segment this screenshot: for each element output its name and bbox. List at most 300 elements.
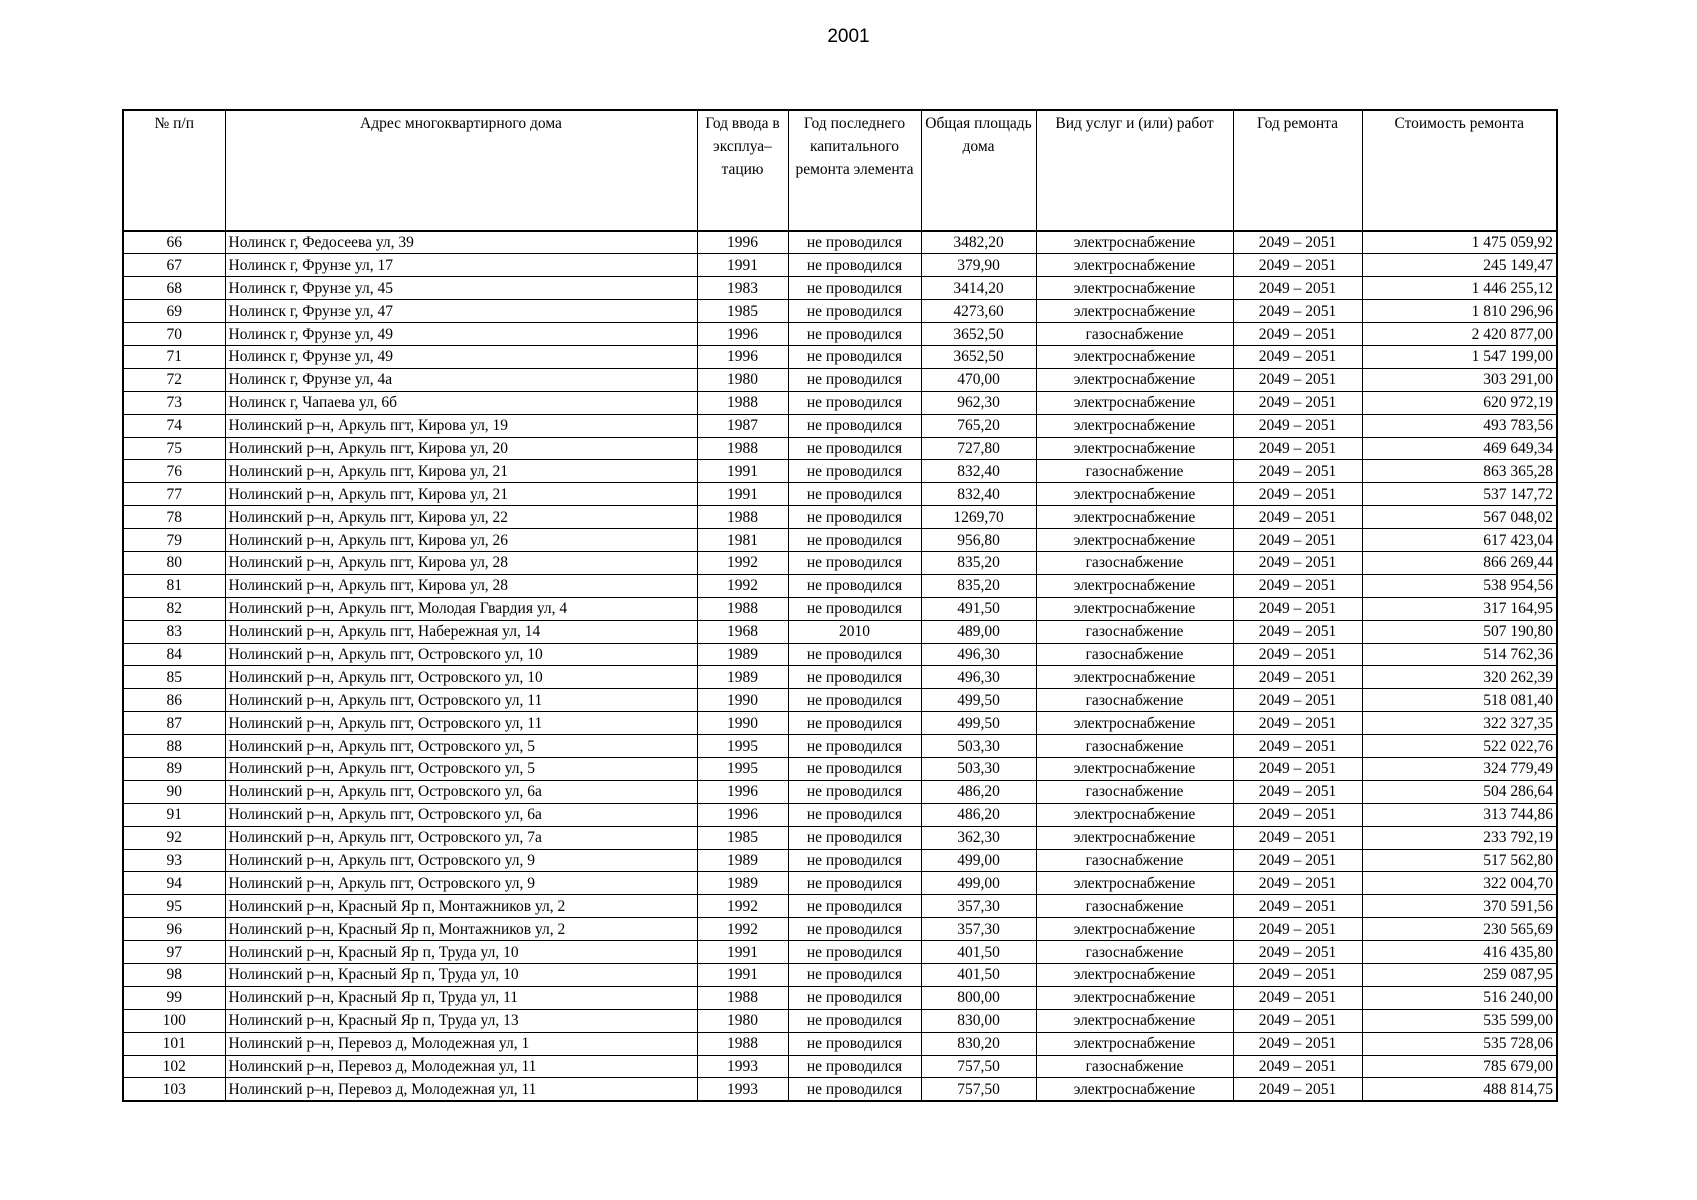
cell-service-type: электроснабжение [1036, 918, 1233, 941]
cell-total-area: 835,20 [921, 574, 1036, 597]
cell-total-area: 3652,50 [921, 345, 1036, 368]
cell-address: Нолинский р–н, Перевоз д, Молодежная ул, 11 [225, 1078, 697, 1101]
table-row [123, 895, 1557, 918]
cell-repair-cost: 313 744,86 [1362, 803, 1557, 826]
cell-repair-cost: 518 081,40 [1362, 689, 1557, 712]
cell-total-area: 835,20 [921, 551, 1036, 574]
cell-last-repair-year: не проводился [788, 803, 921, 826]
cell-commission-year: 1981 [697, 529, 788, 552]
cell-repair-year: 2049 – 2051 [1233, 231, 1362, 254]
cell-service-type: электроснабжение [1036, 391, 1233, 414]
cell-commission-year: 1991 [697, 483, 788, 506]
cell-total-area: 470,00 [921, 368, 1036, 391]
cell-row-number: 85 [123, 666, 225, 689]
cell-total-area: 757,50 [921, 1078, 1036, 1101]
cell-total-area: 499,00 [921, 872, 1036, 895]
cell-repair-cost: 488 814,75 [1362, 1078, 1557, 1101]
table-row [123, 551, 1557, 574]
table-row [123, 300, 1557, 323]
cell-commission-year: 1988 [697, 1032, 788, 1055]
cell-total-area: 765,20 [921, 414, 1036, 437]
cell-address: Нолинский р–н, Красный Яр п, Труда ул, 11 [225, 986, 697, 1009]
cell-last-repair-year: не проводился [788, 597, 921, 620]
cell-repair-year: 2049 – 2051 [1233, 574, 1362, 597]
cell-address: Нолинский р–н, Аркуль пгт, Островского ул, 9 [225, 872, 697, 895]
cell-address: Нолинский р–н, Аркуль пгт, Островского ул, 5 [225, 735, 697, 758]
cell-address: Нолинский р–н, Перевоз д, Молодежная ул, 11 [225, 1055, 697, 1078]
cell-row-number: 84 [123, 643, 225, 666]
column-header-row-number: № п/п [123, 110, 225, 231]
cell-last-repair-year: не проводился [788, 323, 921, 346]
cell-service-type: электроснабжение [1036, 574, 1233, 597]
cell-repair-year: 2049 – 2051 [1233, 506, 1362, 529]
cell-commission-year: 1985 [697, 300, 788, 323]
table-row [123, 735, 1557, 758]
cell-commission-year: 1989 [697, 872, 788, 895]
cell-service-type: электроснабжение [1036, 368, 1233, 391]
cell-commission-year: 1996 [697, 323, 788, 346]
cell-commission-year: 1985 [697, 826, 788, 849]
cell-total-area: 727,80 [921, 437, 1036, 460]
cell-address: Нолинский р–н, Красный Яр п, Труда ул, 10 [225, 941, 697, 964]
cell-row-number: 72 [123, 368, 225, 391]
cell-commission-year: 1991 [697, 460, 788, 483]
cell-commission-year: 1993 [697, 1055, 788, 1078]
cell-commission-year: 1992 [697, 918, 788, 941]
cell-repair-year: 2049 – 2051 [1233, 1078, 1362, 1101]
table-row [123, 666, 1557, 689]
cell-service-type: газоснабжение [1036, 1055, 1233, 1078]
table-row [123, 941, 1557, 964]
cell-row-number: 90 [123, 780, 225, 803]
cell-address: Нолинский р–н, Аркуль пгт, Кирова ул, 21 [225, 460, 697, 483]
cell-total-area: 362,30 [921, 826, 1036, 849]
cell-address: Нолинский р–н, Аркуль пгт, Островского ул, 11 [225, 689, 697, 712]
cell-repair-year: 2049 – 2051 [1233, 964, 1362, 987]
cell-repair-year: 2049 – 2051 [1233, 780, 1362, 803]
cell-total-area: 499,50 [921, 689, 1036, 712]
cell-service-type: газоснабжение [1036, 849, 1233, 872]
cell-repair-cost: 317 164,95 [1362, 597, 1557, 620]
cell-service-type: электроснабжение [1036, 986, 1233, 1009]
cell-commission-year: 1991 [697, 964, 788, 987]
cell-total-area: 832,40 [921, 483, 1036, 506]
cell-commission-year: 1991 [697, 254, 788, 277]
cell-address: Нолинский р–н, Аркуль пгт, Островского ул, 10 [225, 666, 697, 689]
cell-service-type: электроснабжение [1036, 597, 1233, 620]
cell-repair-cost: 324 779,49 [1362, 757, 1557, 780]
table-row [123, 757, 1557, 780]
cell-last-repair-year: не проводился [788, 1078, 921, 1101]
cell-last-repair-year: не проводился [788, 254, 921, 277]
cell-last-repair-year: не проводился [788, 826, 921, 849]
cell-repair-year: 2049 – 2051 [1233, 1032, 1362, 1055]
cell-commission-year: 1995 [697, 735, 788, 758]
cell-row-number: 95 [123, 895, 225, 918]
cell-service-type: электроснабжение [1036, 529, 1233, 552]
cell-repair-cost: 1 446 255,12 [1362, 277, 1557, 300]
cell-last-repair-year: не проводился [788, 1009, 921, 1032]
cell-address: Нолинский р–н, Аркуль пгт, Островского ул, 7а [225, 826, 697, 849]
column-header-last-repair-year: Год последнего капитального ремонта элемента [788, 110, 921, 231]
cell-row-number: 66 [123, 231, 225, 254]
table-row [123, 1032, 1557, 1055]
cell-repair-year: 2049 – 2051 [1233, 414, 1362, 437]
cell-service-type: газоснабжение [1036, 735, 1233, 758]
cell-last-repair-year: не проводился [788, 231, 921, 254]
cell-repair-year: 2049 – 2051 [1233, 643, 1362, 666]
cell-total-area: 832,40 [921, 460, 1036, 483]
cell-service-type: газоснабжение [1036, 941, 1233, 964]
cell-commission-year: 1992 [697, 551, 788, 574]
cell-commission-year: 1989 [697, 643, 788, 666]
cell-repair-cost: 230 565,69 [1362, 918, 1557, 941]
cell-total-area: 357,30 [921, 918, 1036, 941]
table-row [123, 323, 1557, 346]
cell-row-number: 82 [123, 597, 225, 620]
table-row [123, 277, 1557, 300]
cell-repair-cost: 1 810 296,96 [1362, 300, 1557, 323]
cell-last-repair-year: не проводился [788, 757, 921, 780]
cell-service-type: электроснабжение [1036, 414, 1233, 437]
cell-last-repair-year: 2010 [788, 620, 921, 643]
cell-last-repair-year: не проводился [788, 643, 921, 666]
cell-repair-cost: 537 147,72 [1362, 483, 1557, 506]
table-row [123, 643, 1557, 666]
table-row [123, 597, 1557, 620]
cell-commission-year: 1996 [697, 345, 788, 368]
cell-repair-year: 2049 – 2051 [1233, 895, 1362, 918]
cell-last-repair-year: не проводился [788, 551, 921, 574]
cell-repair-year: 2049 – 2051 [1233, 529, 1362, 552]
cell-row-number: 81 [123, 574, 225, 597]
cell-address: Нолинск г, Фрунзе ул, 49 [225, 323, 697, 346]
cell-service-type: электроснабжение [1036, 1032, 1233, 1055]
cell-address: Нолинский р–н, Аркуль пгт, Островского ул, 11 [225, 712, 697, 735]
cell-repair-cost: 522 022,76 [1362, 735, 1557, 758]
cell-address: Нолинск г, Фрунзе ул, 45 [225, 277, 697, 300]
cell-total-area: 379,90 [921, 254, 1036, 277]
cell-commission-year: 1987 [697, 414, 788, 437]
cell-service-type: газоснабжение [1036, 460, 1233, 483]
cell-address: Нолинский р–н, Красный Яр п, Монтажников ул, 2 [225, 918, 697, 941]
cell-address: Нолинский р–н, Аркуль пгт, Островского ул, 10 [225, 643, 697, 666]
cell-total-area: 3652,50 [921, 323, 1036, 346]
cell-repair-cost: 322 004,70 [1362, 872, 1557, 895]
column-header-address: Адрес многоквартирного дома [225, 110, 697, 231]
cell-repair-cost: 504 286,64 [1362, 780, 1557, 803]
cell-repair-cost: 416 435,80 [1362, 941, 1557, 964]
cell-repair-year: 2049 – 2051 [1233, 391, 1362, 414]
cell-total-area: 503,30 [921, 757, 1036, 780]
cell-total-area: 486,20 [921, 780, 1036, 803]
cell-total-area: 499,50 [921, 712, 1036, 735]
cell-service-type: электроснабжение [1036, 506, 1233, 529]
cell-last-repair-year: не проводился [788, 391, 921, 414]
cell-last-repair-year: не проводился [788, 437, 921, 460]
table-row [123, 1078, 1557, 1101]
cell-address: Нолинский р–н, Аркуль пгт, Кирова ул, 19 [225, 414, 697, 437]
cell-service-type: газоснабжение [1036, 895, 1233, 918]
cell-commission-year: 1988 [697, 986, 788, 1009]
cell-total-area: 486,20 [921, 803, 1036, 826]
cell-service-type: газоснабжение [1036, 643, 1233, 666]
cell-row-number: 80 [123, 551, 225, 574]
table-row [123, 437, 1557, 460]
cell-repair-year: 2049 – 2051 [1233, 712, 1362, 735]
cell-address: Нолинский р–н, Аркуль пгт, Кирова ул, 26 [225, 529, 697, 552]
cell-commission-year: 1989 [697, 849, 788, 872]
cell-repair-year: 2049 – 2051 [1233, 986, 1362, 1009]
cell-service-type: электроснабжение [1036, 254, 1233, 277]
cell-repair-cost: 785 679,00 [1362, 1055, 1557, 1078]
table-row [123, 689, 1557, 712]
cell-repair-cost: 507 190,80 [1362, 620, 1557, 643]
cell-address: Нолинск г, Фрунзе ул, 17 [225, 254, 697, 277]
column-header-total-area: Общая площадь дома [921, 110, 1036, 231]
cell-last-repair-year: не проводился [788, 460, 921, 483]
cell-last-repair-year: не проводился [788, 666, 921, 689]
cell-address: Нолинск г, Фрунзе ул, 49 [225, 345, 697, 368]
cell-repair-cost: 320 262,39 [1362, 666, 1557, 689]
table-body [123, 231, 1557, 1101]
table-row [123, 826, 1557, 849]
table-row [123, 872, 1557, 895]
cell-row-number: 97 [123, 941, 225, 964]
cell-total-area: 4273,60 [921, 300, 1036, 323]
cell-total-area: 1269,70 [921, 506, 1036, 529]
cell-repair-year: 2049 – 2051 [1233, 1009, 1362, 1032]
cell-last-repair-year: не проводился [788, 780, 921, 803]
cell-total-area: 499,00 [921, 849, 1036, 872]
cell-commission-year: 1996 [697, 803, 788, 826]
cell-commission-year: 1988 [697, 506, 788, 529]
cell-row-number: 73 [123, 391, 225, 414]
cell-row-number: 75 [123, 437, 225, 460]
cell-repair-year: 2049 – 2051 [1233, 277, 1362, 300]
cell-repair-year: 2049 – 2051 [1233, 689, 1362, 712]
table-row [123, 391, 1557, 414]
cell-service-type: электроснабжение [1036, 437, 1233, 460]
cell-commission-year: 1988 [697, 437, 788, 460]
cell-total-area: 830,20 [921, 1032, 1036, 1055]
cell-service-type: электроснабжение [1036, 666, 1233, 689]
cell-repair-cost: 517 562,80 [1362, 849, 1557, 872]
cell-total-area: 3482,20 [921, 231, 1036, 254]
cell-repair-year: 2049 – 2051 [1233, 826, 1362, 849]
cell-address: Нолинский р–н, Красный Яр п, Монтажников ул, 2 [225, 895, 697, 918]
cell-row-number: 77 [123, 483, 225, 506]
cell-row-number: 86 [123, 689, 225, 712]
cell-row-number: 92 [123, 826, 225, 849]
cell-repair-cost: 617 423,04 [1362, 529, 1557, 552]
cell-repair-year: 2049 – 2051 [1233, 368, 1362, 391]
cell-address: Нолинский р–н, Аркуль пгт, Кирова ул, 22 [225, 506, 697, 529]
cell-row-number: 74 [123, 414, 225, 437]
cell-commission-year: 1989 [697, 666, 788, 689]
table-row [123, 780, 1557, 803]
cell-last-repair-year: не проводился [788, 849, 921, 872]
cell-row-number: 91 [123, 803, 225, 826]
cell-commission-year: 1988 [697, 391, 788, 414]
cell-repair-cost: 370 591,56 [1362, 895, 1557, 918]
cell-repair-cost: 535 599,00 [1362, 1009, 1557, 1032]
cell-address: Нолинск г, Фрунзе ул, 4а [225, 368, 697, 391]
cell-total-area: 496,30 [921, 643, 1036, 666]
cell-repair-year: 2049 – 2051 [1233, 803, 1362, 826]
cell-repair-year: 2049 – 2051 [1233, 597, 1362, 620]
table-row [123, 506, 1557, 529]
cell-row-number: 100 [123, 1009, 225, 1032]
cell-last-repair-year: не проводился [788, 1032, 921, 1055]
cell-commission-year: 1993 [697, 1078, 788, 1101]
cell-service-type: электроснабжение [1036, 964, 1233, 987]
cell-last-repair-year: не проводился [788, 529, 921, 552]
cell-last-repair-year: не проводился [788, 483, 921, 506]
cell-total-area: 401,50 [921, 941, 1036, 964]
cell-service-type: электроснабжение [1036, 483, 1233, 506]
cell-address: Нолинский р–н, Аркуль пгт, Молодая Гвардия ул, 4 [225, 597, 697, 620]
cell-service-type: электроснабжение [1036, 872, 1233, 895]
table-row [123, 712, 1557, 735]
cell-address: Нолинский р–н, Перевоз д, Молодежная ул, 1 [225, 1032, 697, 1055]
cell-service-type: газоснабжение [1036, 689, 1233, 712]
cell-total-area: 491,50 [921, 597, 1036, 620]
cell-row-number: 83 [123, 620, 225, 643]
cell-last-repair-year: не проводился [788, 414, 921, 437]
cell-row-number: 76 [123, 460, 225, 483]
cell-repair-cost: 538 954,56 [1362, 574, 1557, 597]
cell-total-area: 401,50 [921, 964, 1036, 987]
page-number: 2001 [827, 26, 870, 47]
cell-repair-cost: 866 269,44 [1362, 551, 1557, 574]
cell-row-number: 71 [123, 345, 225, 368]
column-header-commission-year: Год ввода в эксплуа– тацию [697, 110, 788, 231]
cell-address: Нолинск г, Федосеева ул, 39 [225, 231, 697, 254]
cell-address: Нолинский р–н, Красный Яр п, Труда ул, 10 [225, 964, 697, 987]
table-row [123, 483, 1557, 506]
cell-commission-year: 1980 [697, 368, 788, 391]
cell-service-type: электроснабжение [1036, 757, 1233, 780]
cell-row-number: 89 [123, 757, 225, 780]
cell-service-type: электроснабжение [1036, 803, 1233, 826]
cell-row-number: 94 [123, 872, 225, 895]
cell-row-number: 78 [123, 506, 225, 529]
cell-repair-cost: 469 649,34 [1362, 437, 1557, 460]
cell-row-number: 98 [123, 964, 225, 987]
cell-service-type: электроснабжение [1036, 231, 1233, 254]
table-row [123, 986, 1557, 1009]
cell-total-area: 489,00 [921, 620, 1036, 643]
table-row [123, 803, 1557, 826]
cell-repair-cost: 516 240,00 [1362, 986, 1557, 1009]
cell-last-repair-year: не проводился [788, 689, 921, 712]
cell-commission-year: 1980 [697, 1009, 788, 1032]
table-row [123, 460, 1557, 483]
cell-commission-year: 1991 [697, 941, 788, 964]
cell-address: Нолинск г, Чапаева ул, 6б [225, 391, 697, 414]
cell-commission-year: 1983 [697, 277, 788, 300]
table-row [123, 368, 1557, 391]
cell-last-repair-year: не проводился [788, 277, 921, 300]
cell-repair-cost: 514 762,36 [1362, 643, 1557, 666]
cell-address: Нолинский р–н, Аркуль пгт, Островского ул, 5 [225, 757, 697, 780]
cell-last-repair-year: не проводился [788, 918, 921, 941]
cell-last-repair-year: не проводился [788, 574, 921, 597]
cell-row-number: 68 [123, 277, 225, 300]
cell-last-repair-year: не проводился [788, 986, 921, 1009]
cell-commission-year: 1990 [697, 689, 788, 712]
cell-commission-year: 1968 [697, 620, 788, 643]
table-row [123, 414, 1557, 437]
cell-service-type: электроснабжение [1036, 712, 1233, 735]
cell-address: Нолинский р–н, Аркуль пгт, Кирова ул, 20 [225, 437, 697, 460]
cell-service-type: газоснабжение [1036, 780, 1233, 803]
cell-address: Нолинский р–н, Аркуль пгт, Островского ул, 9 [225, 849, 697, 872]
cell-commission-year: 1992 [697, 895, 788, 918]
column-header-service-type: Вид услуг и (или) работ [1036, 110, 1233, 231]
cell-repair-year: 2049 – 2051 [1233, 941, 1362, 964]
cell-address: Нолинский р–н, Аркуль пгт, Кирова ул, 28 [225, 574, 697, 597]
cell-repair-cost: 535 728,06 [1362, 1032, 1557, 1055]
cell-total-area: 956,80 [921, 529, 1036, 552]
cell-service-type: электроснабжение [1036, 345, 1233, 368]
repair-registry-table [122, 109, 1558, 1102]
cell-last-repair-year: не проводился [788, 964, 921, 987]
cell-last-repair-year: не проводился [788, 506, 921, 529]
cell-commission-year: 1996 [697, 780, 788, 803]
cell-service-type: электроснабжение [1036, 826, 1233, 849]
cell-repair-cost: 1 475 059,92 [1362, 231, 1557, 254]
cell-total-area: 757,50 [921, 1055, 1036, 1078]
cell-total-area: 962,30 [921, 391, 1036, 414]
table-row [123, 1055, 1557, 1078]
cell-repair-cost: 303 291,00 [1362, 368, 1557, 391]
cell-last-repair-year: не проводился [788, 345, 921, 368]
cell-row-number: 102 [123, 1055, 225, 1078]
cell-row-number: 99 [123, 986, 225, 1009]
cell-repair-year: 2049 – 2051 [1233, 620, 1362, 643]
cell-address: Нолинский р–н, Аркуль пгт, Островского ул, 6а [225, 780, 697, 803]
cell-service-type: электроснабжение [1036, 300, 1233, 323]
header-row [123, 110, 1557, 231]
column-header-repair-year: Год ремонта [1233, 110, 1362, 231]
cell-commission-year: 1988 [697, 597, 788, 620]
cell-repair-year: 2049 – 2051 [1233, 666, 1362, 689]
cell-repair-year: 2049 – 2051 [1233, 345, 1362, 368]
cell-row-number: 101 [123, 1032, 225, 1055]
cell-last-repair-year: не проводился [788, 1055, 921, 1078]
cell-address: Нолинский р–н, Аркуль пгт, Кирова ул, 28 [225, 551, 697, 574]
cell-last-repair-year: не проводился [788, 712, 921, 735]
table-row [123, 231, 1557, 254]
cell-total-area: 3414,20 [921, 277, 1036, 300]
cell-last-repair-year: не проводился [788, 735, 921, 758]
cell-service-type: электроснабжение [1036, 1009, 1233, 1032]
cell-total-area: 496,30 [921, 666, 1036, 689]
cell-row-number: 69 [123, 300, 225, 323]
table-row [123, 849, 1557, 872]
table-row [123, 918, 1557, 941]
cell-last-repair-year: не проводился [788, 368, 921, 391]
cell-commission-year: 1990 [697, 712, 788, 735]
cell-repair-year: 2049 – 2051 [1233, 551, 1362, 574]
cell-last-repair-year: не проводился [788, 941, 921, 964]
cell-total-area: 357,30 [921, 895, 1036, 918]
cell-service-type: газоснабжение [1036, 620, 1233, 643]
cell-service-type: газоснабжение [1036, 551, 1233, 574]
cell-address: Нолинск г, Фрунзе ул, 47 [225, 300, 697, 323]
